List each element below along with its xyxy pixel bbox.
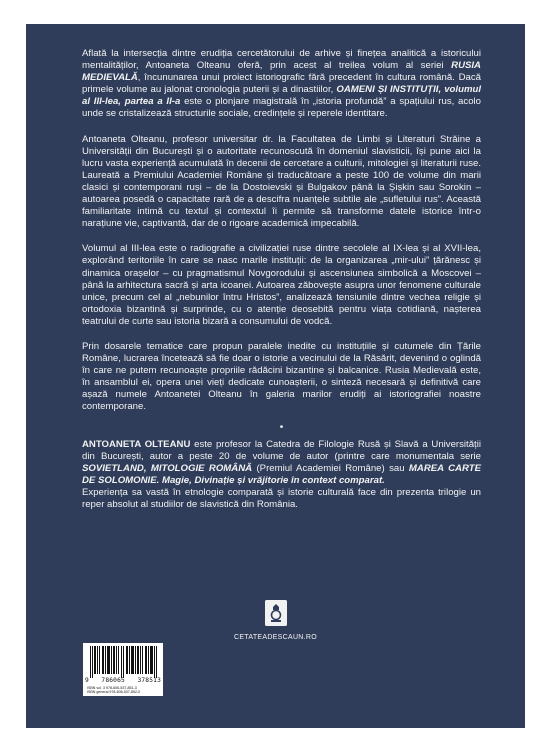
bio-text-1: este profesor la Catedra de Filologie Rusă și Slavă a Universității din București, autor a peste 20 de volume de autor (printre care monumentala serie — [82, 438, 481, 462]
paragraph-author: Antoaneta Olteanu, profesor universitar dr. la Facultatea de Limbi și Literaturi Străine a Universității din București și o autoritate recunoscută în domeniul slavisticii, își pune aici la lucru vasta experiență acumulată în decenii de cercetare a culturii, mitologiei și literaturii ruse. Laureată a Premiului Academiei Române și traducătoare a peste 100 de volume din marii clasici și contemporani ruși – de la Dostoievski și Bulgakov până la Șișkin sau Sorokin – autoarea posedă o capacitate rară de a descifra nuanțele subtile ale „sufletului rus”. Această familiaritate intimă cu textul și contextul îi permite să transforme datele istorice într-o narațiune vie, captivantă, dar de o rigoare academică impecabilă. — [82, 133, 481, 230]
author-bio — [82, 439, 481, 487]
author-name: ANTOANETA OLTEANU — [82, 438, 191, 450]
isbn-volume: ISBN vol. 3 978-606-537-851-3 — [87, 686, 137, 690]
barcode-bars-icon — [83, 643, 163, 679]
isbn-general: ISBN general 978-606-537-852-0 — [87, 690, 141, 695]
paragraph-content: Volumul al III-lea este o radiografie a civilizației ruse dintre secolele al IX-lea și al XVII-lea, explorând teritoriile în care se nasc marile instituții: de la organizarea „mir-ului” țărănesc și dinamica orașelor – cu pragmatismul Novgorodului și ascensiunea simbolică a Moscovei – până la arhitectura sacră și arta icoanei. Autoarea zăbovește asupra unor fenomene culturale unice, precum cel al „nebunilor întru Hristos”, analizează tensiunile dintre vechea religie și ortodoxia bizantină și surprinde, cu o atenție deosebită pentru viața cotidiană, nașterea teatrului de curte sau istoria bizară a consumului de vodcă. — [82, 243, 481, 327]
series-title: RUSIA MEDIEVALĂ — [82, 60, 481, 84]
intro-text-3: este o plonjare magistrală în „istoria profundă” a spațiului rus, acolo unde se cristalizează structurile sociale, credințele și reperele identitare. — [82, 96, 481, 120]
bio-title-1: SOVIETLAND, MITOLOGIE ROMÂNĂ — [82, 462, 253, 474]
paragraph-intro — [82, 48, 481, 121]
paragraph-conclusion: Prin dosarele tematice care propun paralele inedite cu instituțiile și cutumele din Țările Române, lucrarea încetează să fie doar o istorie a vecinului de la Răsărit, devenind o oglindă în care ne putem recunoaște propriile rădăcini bizantine și balcanice. Rusia Medievală este, în ansamblul ei, opera unei vieți dedicate cunoașterii, o sinteză necesară și definitivă care așază numele Antoanetei Olteanu în galeria marilor erudiți ai istoriografiei noastre contemporane. — [82, 340, 481, 413]
separator-dot: • — [279, 421, 284, 433]
barcode — [83, 643, 163, 696]
intro-text-1: Aflată la intersecția dintre erudiția cercetătorului de arhive și finețea analitică a istoricului mentalităților, Antoaneta Olteanu oferă, prin acest al treilea volum al seriei — [82, 48, 481, 72]
back-cover — [26, 24, 525, 728]
isbn-lines — [87, 686, 140, 694]
bio-text-2: (Premiul Academiei Române) sau — [252, 462, 409, 474]
volume-title: OAMENI ȘI INSTITUȚII, volumul al III-lea, partea a II-a — [82, 84, 481, 108]
barcode-digit-prefix: 9 — [85, 677, 89, 684]
publisher-logo-icon — [265, 600, 287, 626]
barcode-group-2: 378513 — [137, 677, 161, 684]
bio-title-2: MAREA CARTE DE SOLOMONIE. Magie, Divinație și vrăjitorie în context comparat. — [82, 462, 481, 486]
intro-text-2: , încununarea unui proiect istoriografic fără precedent în cultura română. Dacă primele volume au jalonat cronologia puterii și a dinastiilor, — [82, 72, 481, 96]
publisher-block — [26, 600, 525, 641]
publisher-website: CETATEADESCAUN.RO — [233, 634, 318, 641]
barcode-number — [83, 677, 163, 684]
author-bio-closing: Experiența sa vastă în etnologie comparată și istorie culturală face din prezenta trilogie un reper absolut al studiilor de slavistică din România. — [82, 486, 481, 510]
barcode-group-1: 786065 — [101, 677, 125, 684]
